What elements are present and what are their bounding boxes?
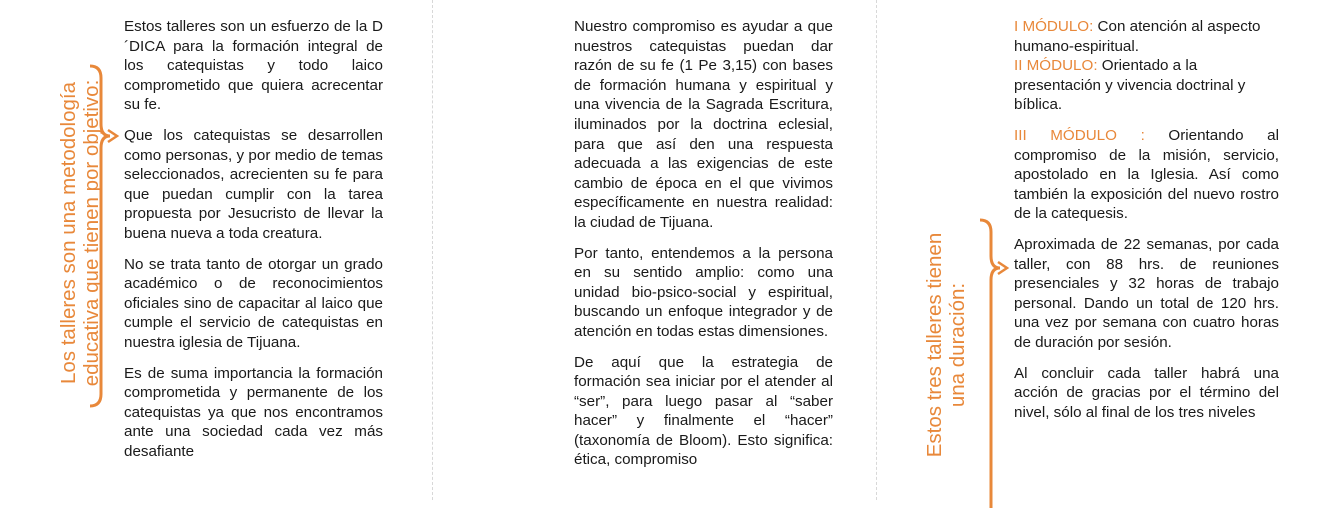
left-column-text — [124, 17, 383, 472]
left-paragraph: No se trata tanto de otorgar un grado académico o de reconocimientos oficiales sino de capacitar al laico que cumple el servicio de catequistas en nuestra iglesia de Tijuana. — [124, 255, 383, 351]
middle-paragraph: Nuestro compromiso es ayudar a que nuestros catequistas puedan dar razón de su fe (1 Pe 3,15) con bases de formación humana y espiritual y una vivencia de la Sagrada Escritura, iluminados por la doctrina eclesial, para que así den una respuesta adecuada a las exigencias de este cambio de época en el que vivimos específicamente en nuestra realidad: la ciudad de Tijuana. — [574, 18, 833, 231]
right-side-label — [923, 205, 969, 485]
right-column-text — [1014, 17, 1279, 433]
left-side-label-line-2: educativa que tienen por objetivo: — [80, 79, 103, 387]
module-1-text: Con atención al aspecto humano-espiritual. — [1014, 18, 1261, 55]
closing-paragraph: Al concluir cada taller habrá una acción de gracias por el término del nivel, sólo al final de los tres niveles — [1014, 364, 1279, 421]
module-3-label: III MÓDULO : — [1014, 126, 1145, 144]
middle-paragraph: Por tanto, entendemos a la persona en su sentido amplio: como una unidad bio-psico-social y espiritual, buscando un enfoque integrador y de atención en todas estas dimensiones. — [574, 244, 833, 340]
duration-paragraph: Aproximada de 22 semanas, por cada taller, con 88 hrs. de reuniones presenciales y 32 horas de trabajo personal. Dando un total de 120 hrs. una vez por semana con cuatro horas de duración por sesión. — [1014, 235, 1279, 351]
left-bracket-arrow — [86, 64, 122, 409]
module-3 — [1014, 126, 1279, 224]
module-3-text: Orientando al compromiso de la misión, servicio, apostolado en la Iglesia. Así como también la exposición del nuevo rostro de la catequesis. — [1014, 126, 1280, 223]
left-paragraph: Estos talleres son un esfuerzo de la D´DICA para la formación integral de los catequistas y todo laico comprometido que quiera acrecentar su fe. — [124, 18, 383, 114]
panel-divider-right — [876, 0, 877, 500]
module-1-label: I MÓDULO: — [1014, 18, 1094, 35]
left-side-label-line-1: Los talleres son una metodología — [57, 82, 80, 385]
right-side-label-line-1: Estos tres talleres tienen — [923, 232, 946, 458]
module-2-label: II MÓDULO: — [1014, 57, 1098, 75]
module-2-text: Orientado a la presentación y vivencia doctrinal y bíblica. — [1014, 57, 1246, 114]
middle-column-text — [574, 17, 833, 481]
panel-divider-left — [432, 0, 433, 500]
left-paragraph: Es de suma importancia la formación comprometida y permanente de los catequistas ya que nos encontramos ante una sociedad cada vez más desafiante — [124, 364, 383, 460]
module-list — [1014, 17, 1279, 115]
middle-paragraph: De aquí que la estrategia de formación sea iniciar por el atender al “ser”, para luego pasar al “saber hacer” y finalmente el “hacer” (taxonomía de Bloom). Esto significa: ética, compromiso — [574, 353, 833, 469]
right-side-label-line-2: una duración: — [946, 282, 969, 408]
right-bracket-arrow — [976, 218, 1012, 508]
left-paragraph: Que los catequistas se desarrollen como personas, y por medio de temas seleccionados, acrecienten su fe para que puedan cumplir con la tarea propuesta por Jesucristo de llevar la buena nueva a toda creatura. — [124, 126, 383, 242]
